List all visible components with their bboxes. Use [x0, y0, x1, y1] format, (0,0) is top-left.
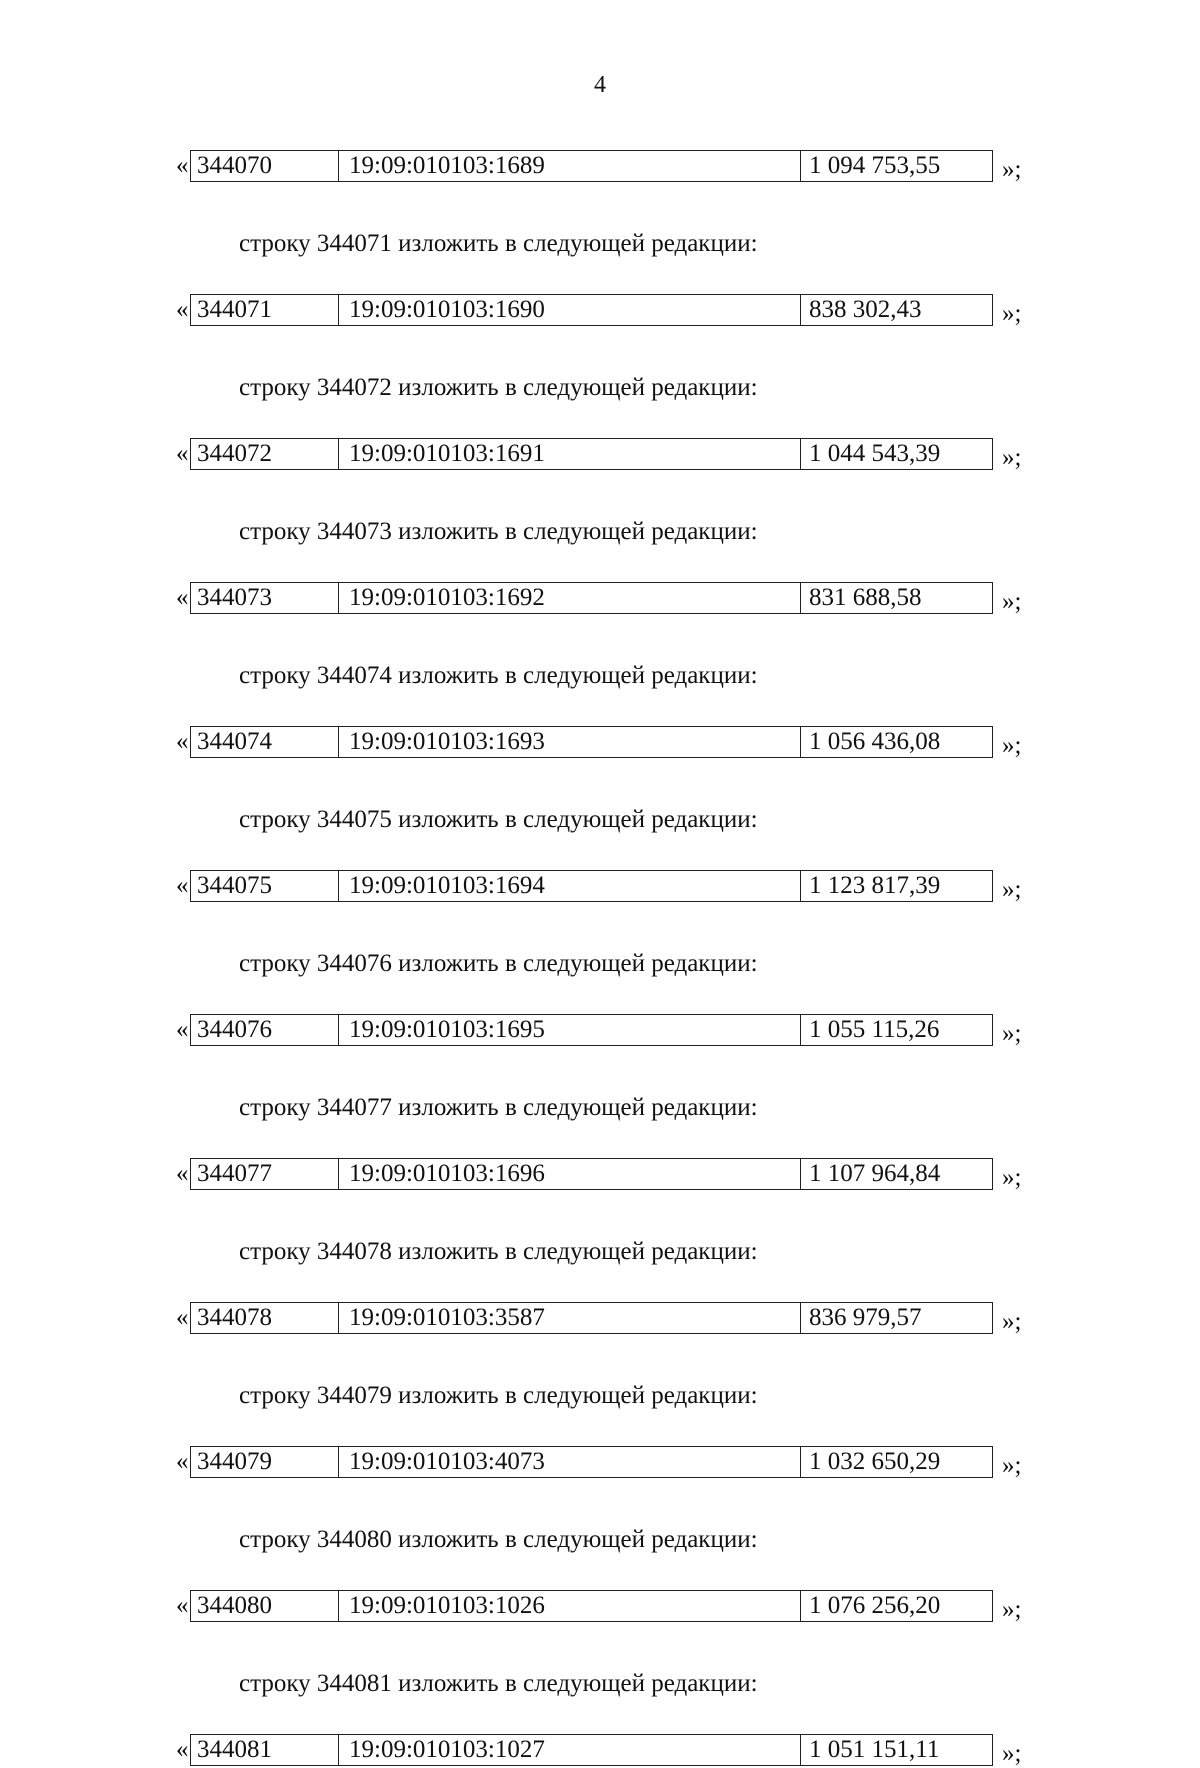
- row-table: [190, 1446, 993, 1478]
- table-row: [176, 582, 1116, 616]
- row-table: [190, 1590, 993, 1622]
- row-table: [190, 1734, 993, 1766]
- row-table: [190, 438, 993, 470]
- instruction-text: строку 344075 изложить в следующей редакции:: [239, 806, 758, 833]
- table-row: [176, 1446, 1116, 1480]
- cadastral-number-cell: 19:09:010103:1693: [339, 727, 801, 757]
- cadastral-number-cell: 19:09:010103:1696: [339, 1159, 801, 1189]
- row-table: [190, 1302, 993, 1334]
- quote-open: «: [176, 872, 189, 899]
- cadastral-number-cell: 19:09:010103:1695: [339, 1015, 801, 1045]
- cadastral-number-cell: 19:09:010103:1690: [339, 295, 801, 325]
- instruction-text: строку 344081 изложить в следующей редакции:: [239, 1670, 758, 1697]
- quote-open: «: [176, 1736, 189, 1763]
- instruction-text: строку 344071 изложить в следующей редакции:: [239, 230, 758, 257]
- quote-close: »;: [1002, 588, 1022, 615]
- quote-close: »;: [1002, 1164, 1022, 1191]
- row-table: [190, 870, 993, 902]
- row-number-cell: 344077: [191, 1159, 339, 1189]
- table-row: [176, 150, 1116, 184]
- quote-open: «: [176, 1448, 189, 1475]
- quote-close: »;: [1002, 156, 1022, 183]
- instruction-text: строку 344076 изложить в следующей редакции:: [239, 950, 758, 977]
- cadastral-number-cell: 19:09:010103:3587: [339, 1303, 801, 1333]
- quote-close: »;: [1002, 1308, 1022, 1335]
- quote-close: »;: [1002, 1452, 1022, 1479]
- row-table: [190, 726, 993, 758]
- instruction-text: строку 344072 изложить в следующей редакции:: [239, 374, 758, 401]
- quote-close: »;: [1002, 876, 1022, 903]
- table-row: [176, 870, 1116, 904]
- table-row: [176, 1158, 1116, 1192]
- instruction-text: строку 344078 изложить в следующей редакции:: [239, 1238, 758, 1265]
- quote-open: «: [176, 440, 189, 467]
- table-row: [176, 1302, 1116, 1336]
- table-row: [176, 438, 1116, 472]
- quote-open: «: [176, 1016, 189, 1043]
- cadastral-number-cell: 19:09:010103:1689: [339, 151, 801, 181]
- instruction-text: строку 344080 изложить в следующей редакции:: [239, 1526, 758, 1553]
- quote-open: «: [176, 584, 189, 611]
- cadastral-value-cell: 1 051 151,11: [809, 1736, 940, 1763]
- row-table: [190, 294, 993, 326]
- row-number-cell: 344070: [191, 151, 339, 181]
- cadastral-number-cell: 19:09:010103:4073: [339, 1447, 801, 1477]
- row-table: [190, 1158, 993, 1190]
- table-row: [176, 1734, 1116, 1768]
- quote-close: »;: [1002, 1596, 1022, 1623]
- row-number-cell: 344079: [191, 1447, 339, 1477]
- instruction-text: строку 344074 изложить в следующей редакции:: [239, 662, 758, 689]
- cadastral-value-cell: 1 032 650,29: [809, 1448, 941, 1475]
- quote-close: »;: [1002, 732, 1022, 759]
- quote-open: «: [176, 728, 189, 755]
- quote-open: «: [176, 1592, 189, 1619]
- cadastral-number-cell: 19:09:010103:1694: [339, 871, 801, 901]
- row-number-cell: 344071: [191, 295, 339, 325]
- cadastral-number-cell: 19:09:010103:1691: [339, 439, 801, 469]
- cadastral-value-cell: 831 688,58: [809, 584, 922, 611]
- table-row: [176, 1590, 1116, 1624]
- instruction-text: строку 344077 изложить в следующей редакции:: [239, 1094, 758, 1121]
- row-number-cell: 344080: [191, 1591, 339, 1621]
- page-number: 4: [594, 72, 606, 98]
- row-number-cell: 344081: [191, 1735, 339, 1765]
- cadastral-value-cell: 1 044 543,39: [809, 440, 941, 467]
- table-row: [176, 726, 1116, 760]
- cadastral-value-cell: 1 123 817,39: [809, 872, 941, 899]
- row-table: [190, 150, 993, 182]
- cadastral-value-cell: 1 076 256,20: [809, 1592, 941, 1619]
- cadastral-number-cell: 19:09:010103:1027: [339, 1735, 801, 1765]
- quote-open: «: [176, 152, 189, 179]
- table-row: [176, 1014, 1116, 1048]
- row-table: [190, 582, 993, 614]
- quote-close: »;: [1002, 1740, 1022, 1767]
- quote-close: »;: [1002, 1020, 1022, 1047]
- cadastral-value-cell: 1 055 115,26: [809, 1016, 940, 1043]
- cadastral-value-cell: 1 107 964,84: [809, 1160, 941, 1187]
- table-row: [176, 294, 1116, 328]
- cadastral-value-cell: 1 094 753,55: [809, 152, 941, 179]
- cadastral-value-cell: 838 302,43: [809, 296, 922, 323]
- cadastral-number-cell: 19:09:010103:1692: [339, 583, 801, 613]
- quote-open: «: [176, 1304, 189, 1331]
- document-content: [176, 150, 1116, 1768]
- row-table: [190, 1014, 993, 1046]
- row-number-cell: 344074: [191, 727, 339, 757]
- instruction-text: строку 344079 изложить в следующей редакции:: [239, 1382, 758, 1409]
- row-number-cell: 344075: [191, 871, 339, 901]
- quote-open: «: [176, 1160, 189, 1187]
- row-number-cell: 344073: [191, 583, 339, 613]
- row-number-cell: 344072: [191, 439, 339, 469]
- quote-close: »;: [1002, 444, 1022, 471]
- cadastral-number-cell: 19:09:010103:1026: [339, 1591, 801, 1621]
- row-number-cell: 344076: [191, 1015, 339, 1045]
- quote-close: »;: [1002, 300, 1022, 327]
- instruction-text: строку 344073 изложить в следующей редакции:: [239, 518, 758, 545]
- quote-open: «: [176, 296, 189, 323]
- cadastral-value-cell: 836 979,57: [809, 1304, 922, 1331]
- row-number-cell: 344078: [191, 1303, 339, 1333]
- cadastral-value-cell: 1 056 436,08: [809, 728, 941, 755]
